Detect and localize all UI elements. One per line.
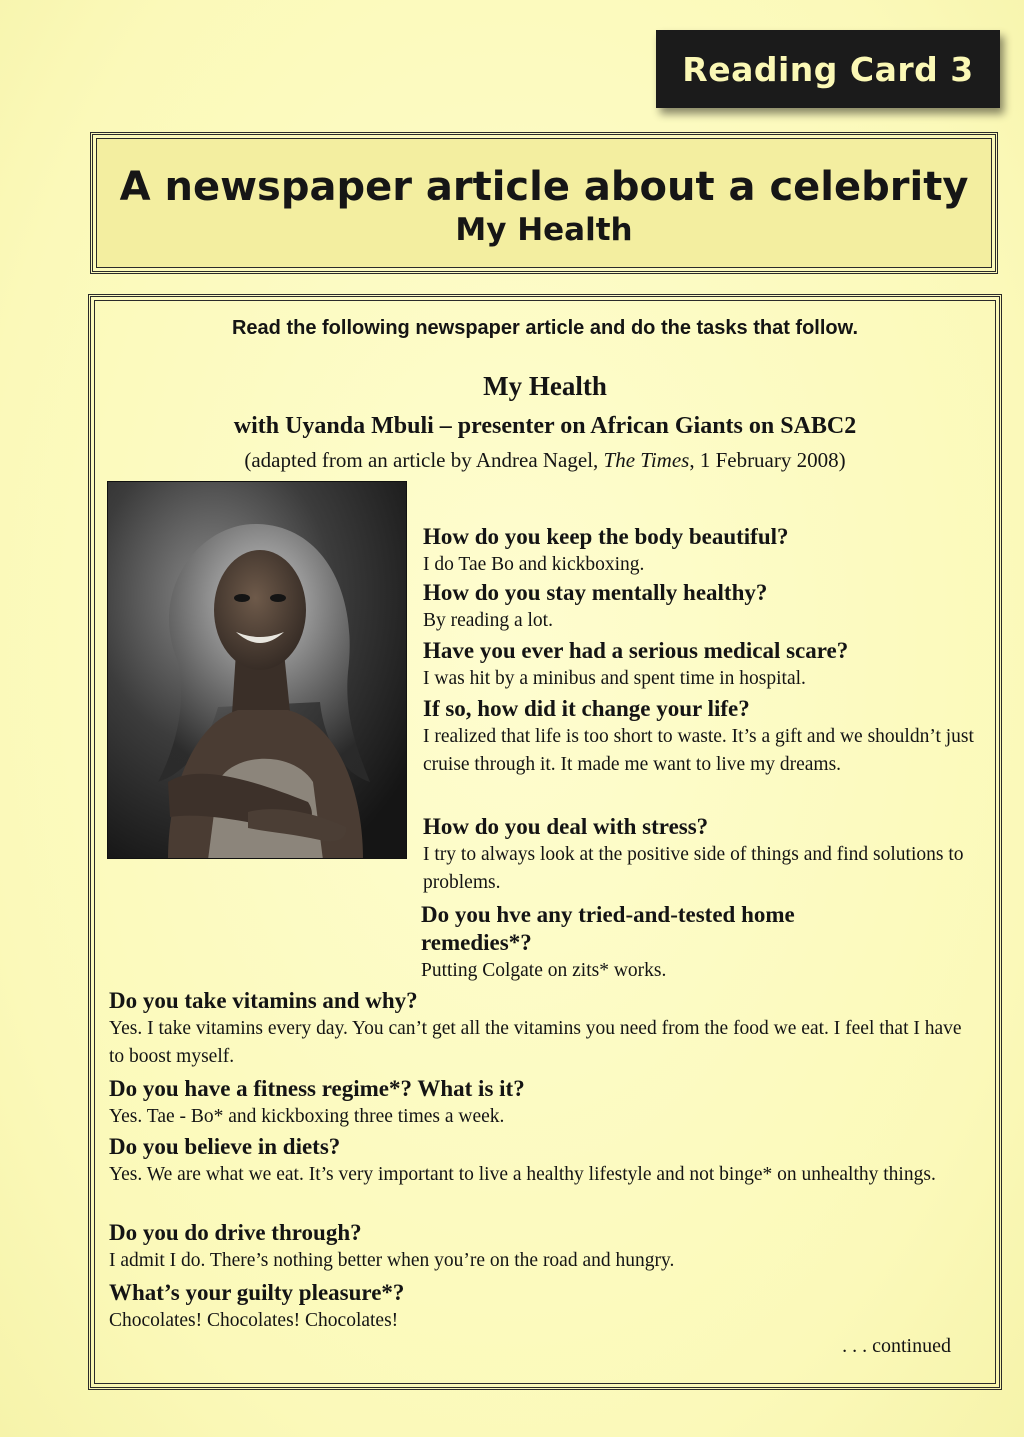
source-suffix: , 1 February 2008) (689, 448, 846, 472)
title-box-inner (96, 138, 992, 268)
qa-item (421, 901, 891, 985)
title-box (90, 132, 998, 274)
qa-item (423, 637, 983, 693)
celebrity-photo (107, 481, 407, 859)
qa-question: Do you have a fitness regime*? What is it? (109, 1076, 525, 1101)
qa-item (423, 813, 978, 897)
qa-item (109, 1075, 979, 1131)
qa-answer: Yes. Tae - Bo* and kickboxing three times a week. (109, 1106, 505, 1127)
qa-question: Do you do drive through? (109, 1220, 362, 1245)
reading-card-tab (656, 30, 1000, 108)
qa-question: How do you keep the body beautiful? (423, 524, 789, 549)
celebrity-photo-illustration (108, 482, 407, 859)
qa-answer: I do Tae Bo and kickboxing. (423, 554, 645, 575)
qa-answer: I try to always look at the positive side of things and find solutions to problems. (423, 844, 964, 893)
qa-item (423, 695, 978, 779)
qa-item (109, 987, 979, 1071)
qa-answer: By reading a lot. (423, 610, 553, 631)
qa-item (109, 1279, 979, 1335)
source-prefix: (adapted from an article by Andrea Nagel, (244, 448, 604, 472)
qa-item (109, 1133, 979, 1189)
qa-question: Do you hve any tried-and-tested home remedies*? (421, 902, 795, 955)
qa-answer: Yes. I take vitamins every day. You can’t get all the vitamins you need from the food we eat. I feel that I have to boost myself. (109, 1018, 962, 1067)
continued-note: . . . continued (842, 1335, 951, 1357)
qa-answer: Chocolates! Chocolates! Chocolates! (109, 1310, 399, 1331)
qa-question: If so, how did it change your life? (423, 696, 750, 721)
qa-item (423, 523, 983, 579)
qa-answer: Putting Colgate on zits* works. (421, 960, 667, 981)
article-byline: with Uyanda Mbuli – presenter on African Giants on SABC2 (233, 413, 857, 439)
article-source (95, 448, 995, 473)
qa-question: What’s your guilty pleasure*? (109, 1280, 405, 1305)
qa-question: Do you take vitamins and why? (109, 988, 418, 1013)
article-title: My Health (483, 371, 607, 401)
page-subtitle: My Health (455, 212, 633, 248)
article-box (88, 294, 1002, 1390)
page-title: A newspaper article about a celebrity (119, 164, 969, 210)
qa-item (109, 1219, 979, 1275)
qa-question: Have you ever had a serious medical scare? (423, 638, 849, 663)
qa-answer: I was hit by a minibus and spent time in hospital. (423, 668, 806, 689)
instruction-text: Read the following newspaper article and do the tasks that follow. (231, 317, 858, 339)
qa-question: How do you stay mentally healthy? (423, 580, 768, 605)
qa-question: Do you believe in diets? (109, 1134, 341, 1159)
qa-answer: I realized that life is too short to waste. It’s a gift and we shouldn’t just cruise through it. It made me want to live my dreams. (423, 726, 974, 775)
article-inner (94, 300, 996, 1384)
qa-answer: Yes. We are what we eat. It’s very important to live a healthy lifestyle and not binge* on unhealthy things. (109, 1164, 936, 1185)
qa-question: How do you deal with stress? (423, 814, 709, 839)
qa-item (423, 579, 983, 635)
reading-card-label: Reading Card 3 (682, 49, 974, 89)
qa-answer: I admit I do. There’s nothing better when you’re on the road and hungry. (109, 1250, 675, 1271)
source-publication: The Times (603, 448, 690, 472)
